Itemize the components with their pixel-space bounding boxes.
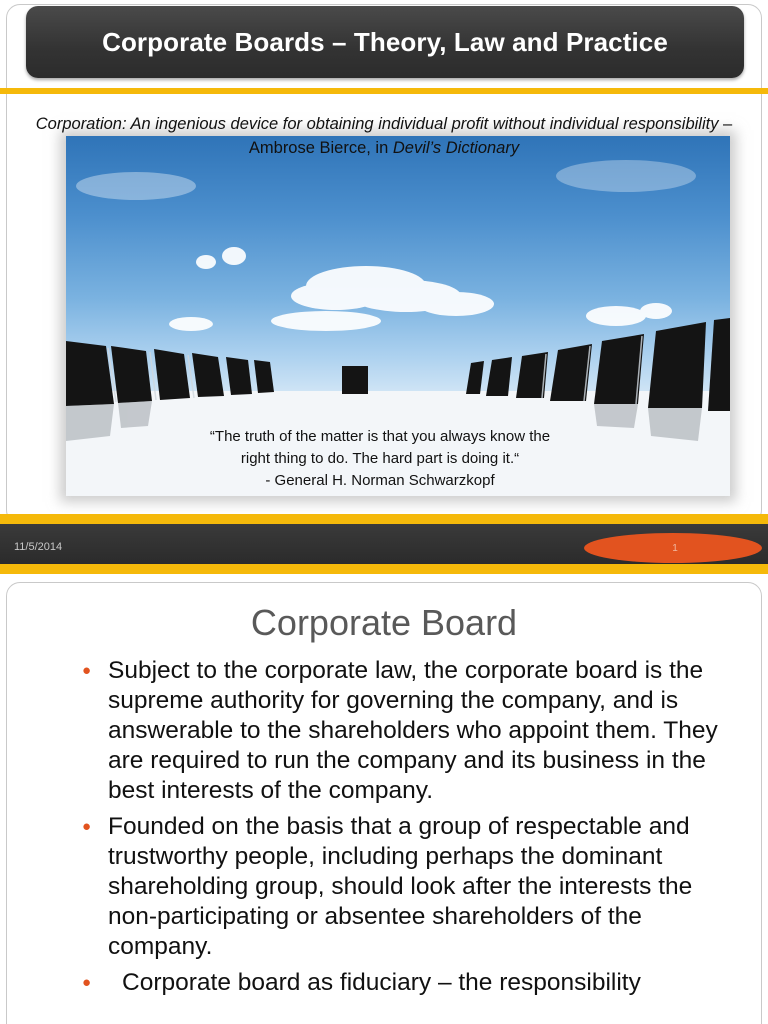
footer-rule-bottom: [0, 564, 768, 574]
bullet-list: [82, 656, 722, 1004]
title-bar: [26, 6, 744, 78]
schwarzkopf-quote: [120, 426, 640, 492]
schwarzkopf-quote-line-2: right thing to do. The hard part is doing it.“: [240, 450, 520, 467]
schwarzkopf-quote-author: - General H. Norman Schwarzkopf: [265, 472, 495, 489]
bierce-quote-book: Devil’s Dictionary: [392, 139, 520, 157]
slide-2: [0, 578, 768, 1024]
footer-rule-top: [0, 514, 768, 524]
slide-title: Corporate Boards – Theory, Law and Practice: [102, 26, 668, 57]
footer-date: 11/5/2014: [14, 541, 63, 553]
slide-2-title: Corporate Board: [250, 602, 518, 643]
page-number: 1: [672, 542, 678, 554]
schwarzkopf-quote-line-1: “The truth of the matter is that you always know the: [209, 428, 551, 445]
bierce-quote-author: Ambrose Bierce, in: [248, 139, 393, 157]
bullet-item: ● Corporate board as fiduciary – the responsibility: [82, 968, 722, 998]
bierce-quote-text: Corporation: An ingenious device for obtaining individual profit without individual responsibility: [35, 115, 719, 133]
bierce-quote-dash: –: [718, 115, 733, 133]
bullet-item: ● Founded on the basis that a group of respectable and trustworthy people, including perhaps the dominant shareholding group, should look after the interests the non-participating or absentee shareholders of the company.: [82, 812, 722, 962]
bullet-item: ● Subject to the corporate law, the corporate board is the supreme authority for governing the company, and is answerable to the shareholders who appoint them. They are required to run the company and its business in the best interests of the company.: [82, 656, 722, 806]
bierce-quote: [20, 112, 748, 160]
page-number-badge: [584, 533, 762, 563]
title-underline-rule: [0, 88, 768, 94]
